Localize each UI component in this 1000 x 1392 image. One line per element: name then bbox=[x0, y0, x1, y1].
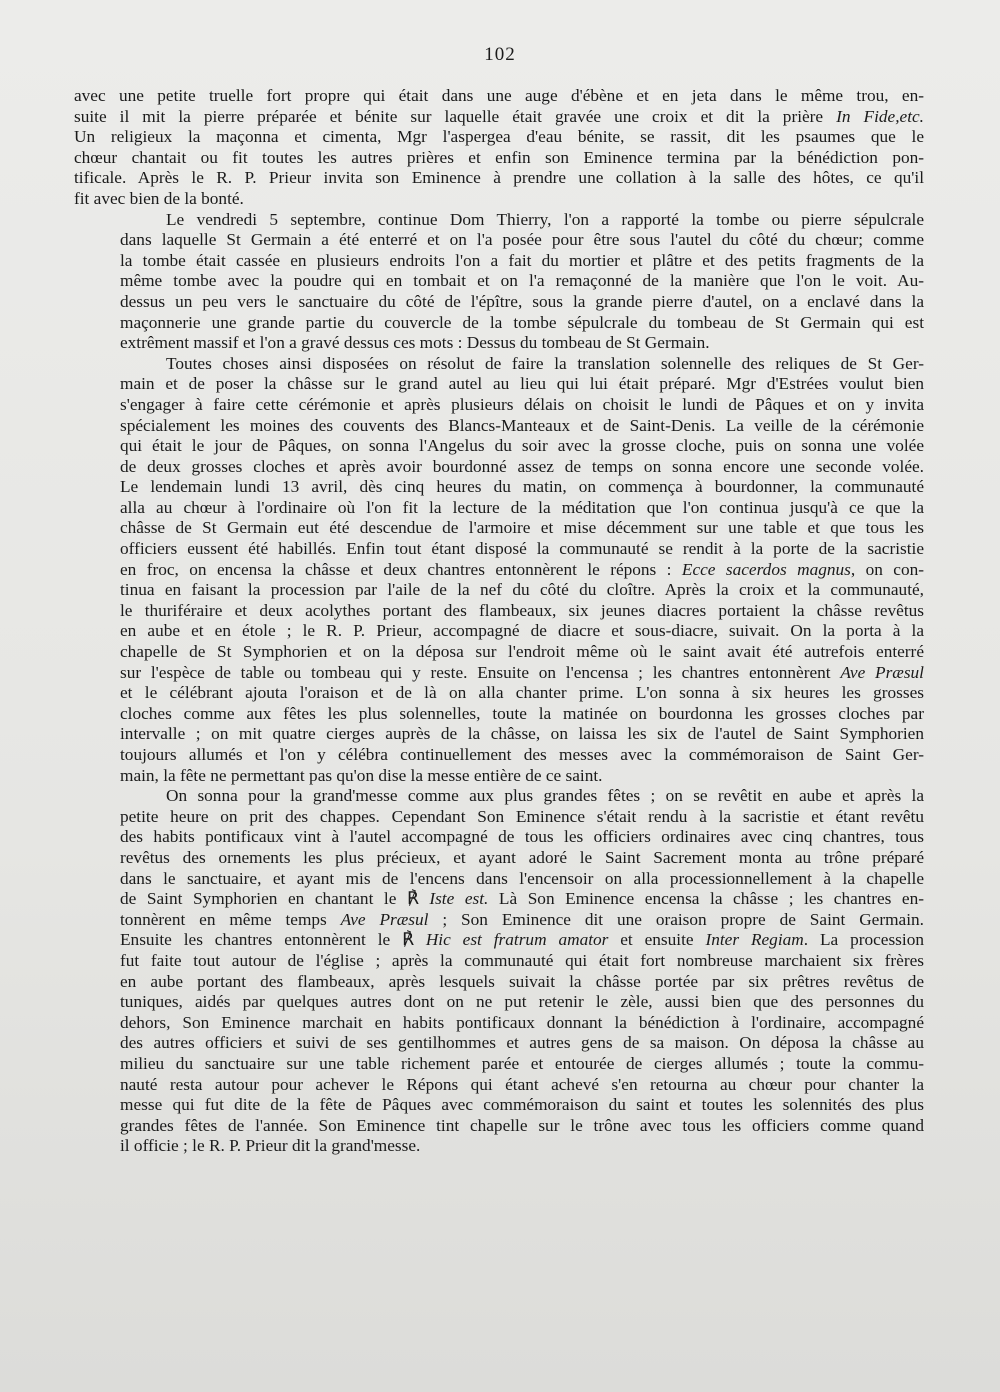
text-run: il officie ; le R. P. Prieur dit la grand'messe. bbox=[120, 1136, 421, 1156]
text-line bbox=[74, 518, 924, 539]
text-run: chœur chantait ou fit toutes les autres prières et enfin son Eminence termina par la bénédiction pon- bbox=[74, 147, 924, 167]
text-run: et le célébrant ajouta l'oraison et de là on alla chanter prime. L'on sonna à six heures les grosses bbox=[120, 683, 924, 703]
text-run: nauté resta autour pour achever le Répons qui étant achevé s'en retourna au chœur pour chanter la bbox=[120, 1074, 924, 1094]
text-run: Le vendredi 5 septembre, continue Dom Thierry, l'on a rapporté la tombe ou pierre sépulcrale bbox=[166, 209, 924, 229]
text-run: grandes fêtes de l'année. Son Eminence tint chapelle sur le trône avec tous les officiers comme quand bbox=[120, 1115, 924, 1135]
text-line bbox=[74, 889, 924, 910]
text-line bbox=[74, 1054, 924, 1075]
text-run: fut faite tout autour de l'église ; après la communauté qui était fort nombreuse marchaient six frères bbox=[120, 950, 924, 970]
italic-text: Ave Præsul bbox=[840, 662, 924, 682]
text-line bbox=[74, 601, 924, 622]
text-line bbox=[74, 663, 924, 684]
text-line bbox=[74, 704, 924, 725]
text-line bbox=[74, 333, 924, 354]
text-run: officiers eussent été habillés. Enfin tout étant disposé la communauté se rendit à la porte de la sacristie bbox=[120, 539, 924, 559]
text-line bbox=[74, 1095, 924, 1116]
text-run: On sonna pour la grand'messe comme aux plus grandes fêtes ; on se revêtit en aube et après la bbox=[166, 786, 924, 806]
text-run: Ensuite les chantres entonnèrent le ℟ bbox=[120, 930, 426, 950]
text-line bbox=[74, 580, 924, 601]
text-line bbox=[74, 745, 924, 766]
text-line bbox=[74, 786, 924, 807]
text-line bbox=[74, 1136, 924, 1157]
text-line bbox=[74, 1033, 924, 1054]
text-run: fit avec bien de la bonté. bbox=[74, 188, 244, 208]
text-line bbox=[74, 910, 924, 931]
text-run: . La procession bbox=[803, 930, 924, 950]
text-line bbox=[74, 395, 924, 416]
text-run: spécialement les moines des couvents des Blancs-Manteaux et de Saint-Denis. La veille de la cérémonie bbox=[120, 415, 924, 435]
text-run: toujours allumés et l'on y célébra continuellement des messes avec la commémoraison de Saint Ger- bbox=[120, 745, 924, 764]
text-run: Le lendemain lundi 13 avril, dès cinq heures du matin, on commença à bourdonner, la communauté bbox=[120, 477, 924, 497]
text-run: tinua en faisant la procession par l'aile de la nef du côté du cloître. Après la croix et la communauté, bbox=[120, 580, 924, 600]
text-line bbox=[74, 148, 924, 169]
text-line bbox=[74, 683, 924, 704]
text-line bbox=[74, 869, 924, 890]
text-line bbox=[74, 560, 924, 581]
text-line bbox=[74, 86, 924, 107]
text-line bbox=[74, 766, 924, 787]
italic-text: Hic est fratrum amator bbox=[425, 930, 609, 950]
text-line bbox=[74, 992, 924, 1013]
text-line bbox=[74, 292, 924, 313]
text-run: châsse de St Germain eut été descendue de l'armoire et mise décemment sur une table et que tous les bbox=[120, 518, 924, 538]
italic-text: Inter Regiam bbox=[705, 930, 804, 950]
text-run: s'engager à faire cette cérémonie et après plusieurs délais on choisit le lundi de Pâques et on y invita bbox=[120, 394, 924, 414]
text-run: messe qui fut dite de la fête de Pâques avec commémoraison du saint et toutes les solennités des plus bbox=[120, 1095, 924, 1115]
text-run: qui était le jour de Pâques, on sonna l'Angelus du soir avec la grosse cloche, puis on sonna une volée bbox=[120, 436, 924, 456]
text-line bbox=[74, 539, 924, 560]
text-run: intervalle ; on mit quatre cierges auprès de la châsse, on laissa les six de l'autel de Saint Symphorien bbox=[120, 724, 924, 744]
text-run: alla au chœur à l'ordinaire où l'on fit la lecture de la méditation que l'on continua jusqu'à ce que la bbox=[120, 497, 924, 517]
text-run: dans le sanctuaire, et ayant mis de l'encens dans l'encensoir on alla processionnellement à la chapelle bbox=[120, 868, 924, 888]
text-line bbox=[74, 1116, 924, 1137]
text-run: des autres officiers et suivi de ses gentilhommes et autres gens de sa maison. On déposa la châsse au bbox=[120, 1033, 924, 1053]
text-line bbox=[74, 271, 924, 292]
text-run: main et de poser la châsse sur le grand autel au lieu qui lui était préparé. Mgr d'Estrées voulut bien bbox=[120, 374, 924, 394]
text-run: le thuriféraire et deux acolythes portant des flambeaux, six jeunes diacres portaient la châsse revêtus bbox=[120, 600, 924, 620]
text-line bbox=[74, 930, 924, 951]
text-run: main, la fête ne permettant pas qu'on dise la messe entière de ce saint. bbox=[120, 765, 603, 785]
text-run: avec une petite truelle fort propre qui était dans une auge d'ébène et en jeta dans le même trou, en- bbox=[74, 86, 924, 105]
italic-text: Iste est. bbox=[429, 889, 489, 909]
paragraph bbox=[74, 86, 924, 210]
text-line bbox=[74, 457, 924, 478]
text-line bbox=[74, 827, 924, 848]
text-line bbox=[74, 354, 924, 375]
text-line bbox=[74, 621, 924, 642]
italic-text: Ave Præsul bbox=[340, 909, 429, 929]
text-line bbox=[74, 210, 924, 231]
text-line bbox=[74, 107, 924, 128]
text-run: chapelle de St Symphorien et on la déposa sur l'endroit même où le saint avait été autrefois enterré bbox=[120, 642, 924, 662]
text-line bbox=[74, 807, 924, 828]
text-run: suite il mit la pierre préparée et bénite sur laquelle était gravée une croix et dit la prière bbox=[74, 106, 837, 126]
text-run: sur l'espèce de table ou tombeau qui y reste. Ensuite on l'encensa ; les chantres entonnèrent bbox=[120, 662, 841, 682]
text-line bbox=[74, 436, 924, 457]
text-run: dessus un peu vers le sanctuaire du côté de l'épître, sous la grande pierre d'autel, on a enclavé dans la bbox=[120, 291, 924, 311]
text-line bbox=[74, 848, 924, 869]
text-run: tuniques, aidés par quelques autres dont on ne put retenir le zèle, aussi bien que des personnes du bbox=[120, 992, 924, 1012]
text-line bbox=[74, 972, 924, 993]
text-run: Là Son Eminence encensa la châsse ; les chantres en- bbox=[488, 889, 924, 909]
text-run: de deux grosses cloches et après avoir bourdonné assez de temps on sonna encore une seconde volée. bbox=[120, 456, 924, 476]
text-run: ; Son Eminence dit une oraison propre de Saint Germain. bbox=[428, 909, 924, 929]
text-run: milieu du sanctuaire sur une table richement parée et entourée de cierges allumés ; toute la commu- bbox=[120, 1053, 924, 1073]
text-run: cloches comme aux fêtes les plus solennelles, toute la matinée on bourdonna les grosses cloches par bbox=[120, 703, 924, 723]
text-run: dans laquelle St Germain a été enterré et on l'a posée pour être sous l'autel du côté du chœur; comme bbox=[120, 230, 924, 250]
text-line bbox=[74, 127, 924, 148]
italic-text: In Fide,etc. bbox=[836, 106, 924, 126]
text-line bbox=[74, 642, 924, 663]
text-run: Un religieux la maçonna et cimenta, Mgr l'aspergea d'eau bénite, se rassit, dit les psaumes que le bbox=[74, 127, 924, 147]
text-line bbox=[74, 951, 924, 972]
text-run: dehors, Son Eminence marchait en habits pontificaux donnant la bénédiction à l'ordinaire, accompagné bbox=[120, 1012, 924, 1032]
text-run: même tombe avec la poudre qui en tombait et on l'a remaçonné de la manière que l'on le voit. Au- bbox=[120, 271, 924, 291]
text-run: en aube portant des flambeaux, après lesquels suivait la châsse portée par six prêtres revêtus de bbox=[120, 971, 924, 991]
text-run: et ensuite bbox=[608, 930, 706, 950]
page-number: 102 bbox=[484, 44, 516, 65]
text-line bbox=[74, 374, 924, 395]
text-line bbox=[74, 724, 924, 745]
text-line bbox=[74, 1075, 924, 1096]
paragraph bbox=[74, 786, 924, 1157]
text-run: tificale. Après le R. P. Prieur invita son Eminence à prendre une collation à la salle des hôtes, ce qu'il bbox=[74, 168, 924, 188]
text-line bbox=[74, 313, 924, 334]
text-run: , on con- bbox=[850, 559, 925, 579]
text-run: tonnèrent en même temps bbox=[120, 909, 341, 929]
text-run: petite heure on prit des chappes. Cependant Son Eminence s'était rendu à la sacristie et étant revêtu bbox=[120, 806, 924, 826]
text-line bbox=[74, 498, 924, 519]
text-run: de Saint Symphorien en chantant le ℟ bbox=[120, 889, 430, 909]
text-line bbox=[74, 1013, 924, 1034]
text-run: en aube et en étole ; le R. P. Prieur, accompagné de diacre et sous-diacre, suivait. On la porta à la bbox=[120, 621, 924, 641]
paragraph bbox=[74, 354, 924, 786]
text-run: Toutes choses ainsi disposées on résolut de faire la translation solennelle des reliques de St Ger- bbox=[166, 353, 924, 373]
body-text bbox=[74, 86, 924, 1157]
text-run: extrêment massif et l'on a gravé dessus ces mots : Dessus du tombeau de St Germain. bbox=[120, 333, 710, 353]
text-line bbox=[74, 189, 924, 210]
text-line bbox=[74, 416, 924, 437]
text-line bbox=[74, 477, 924, 498]
text-run: maçonnerie une grande partie du couvercle de la tombe sépulcrale du tombeau de St Germain qui est bbox=[120, 312, 924, 332]
text-line bbox=[74, 251, 924, 272]
text-run: en froc, on encensa la châsse et deux chantres entonnèrent le répons : bbox=[120, 559, 682, 579]
text-line bbox=[74, 168, 924, 189]
text-line bbox=[74, 230, 924, 251]
text-run: des habits pontificaux vint à l'autel accompagné de tous les officiers ordinaires avec cinq chantres, tous bbox=[120, 827, 924, 847]
paragraph bbox=[74, 210, 924, 354]
text-run: revêtus des ornements les plus précieux, et ayant adoré le Saint Sacrement monta au trône préparé bbox=[120, 847, 924, 867]
text-run: la tombe était cassée en plusieurs endroits l'on a fait du mortier et plâtre et des petits fragments de la bbox=[120, 250, 924, 270]
italic-text: Ecce sacerdos magnus bbox=[681, 559, 851, 579]
